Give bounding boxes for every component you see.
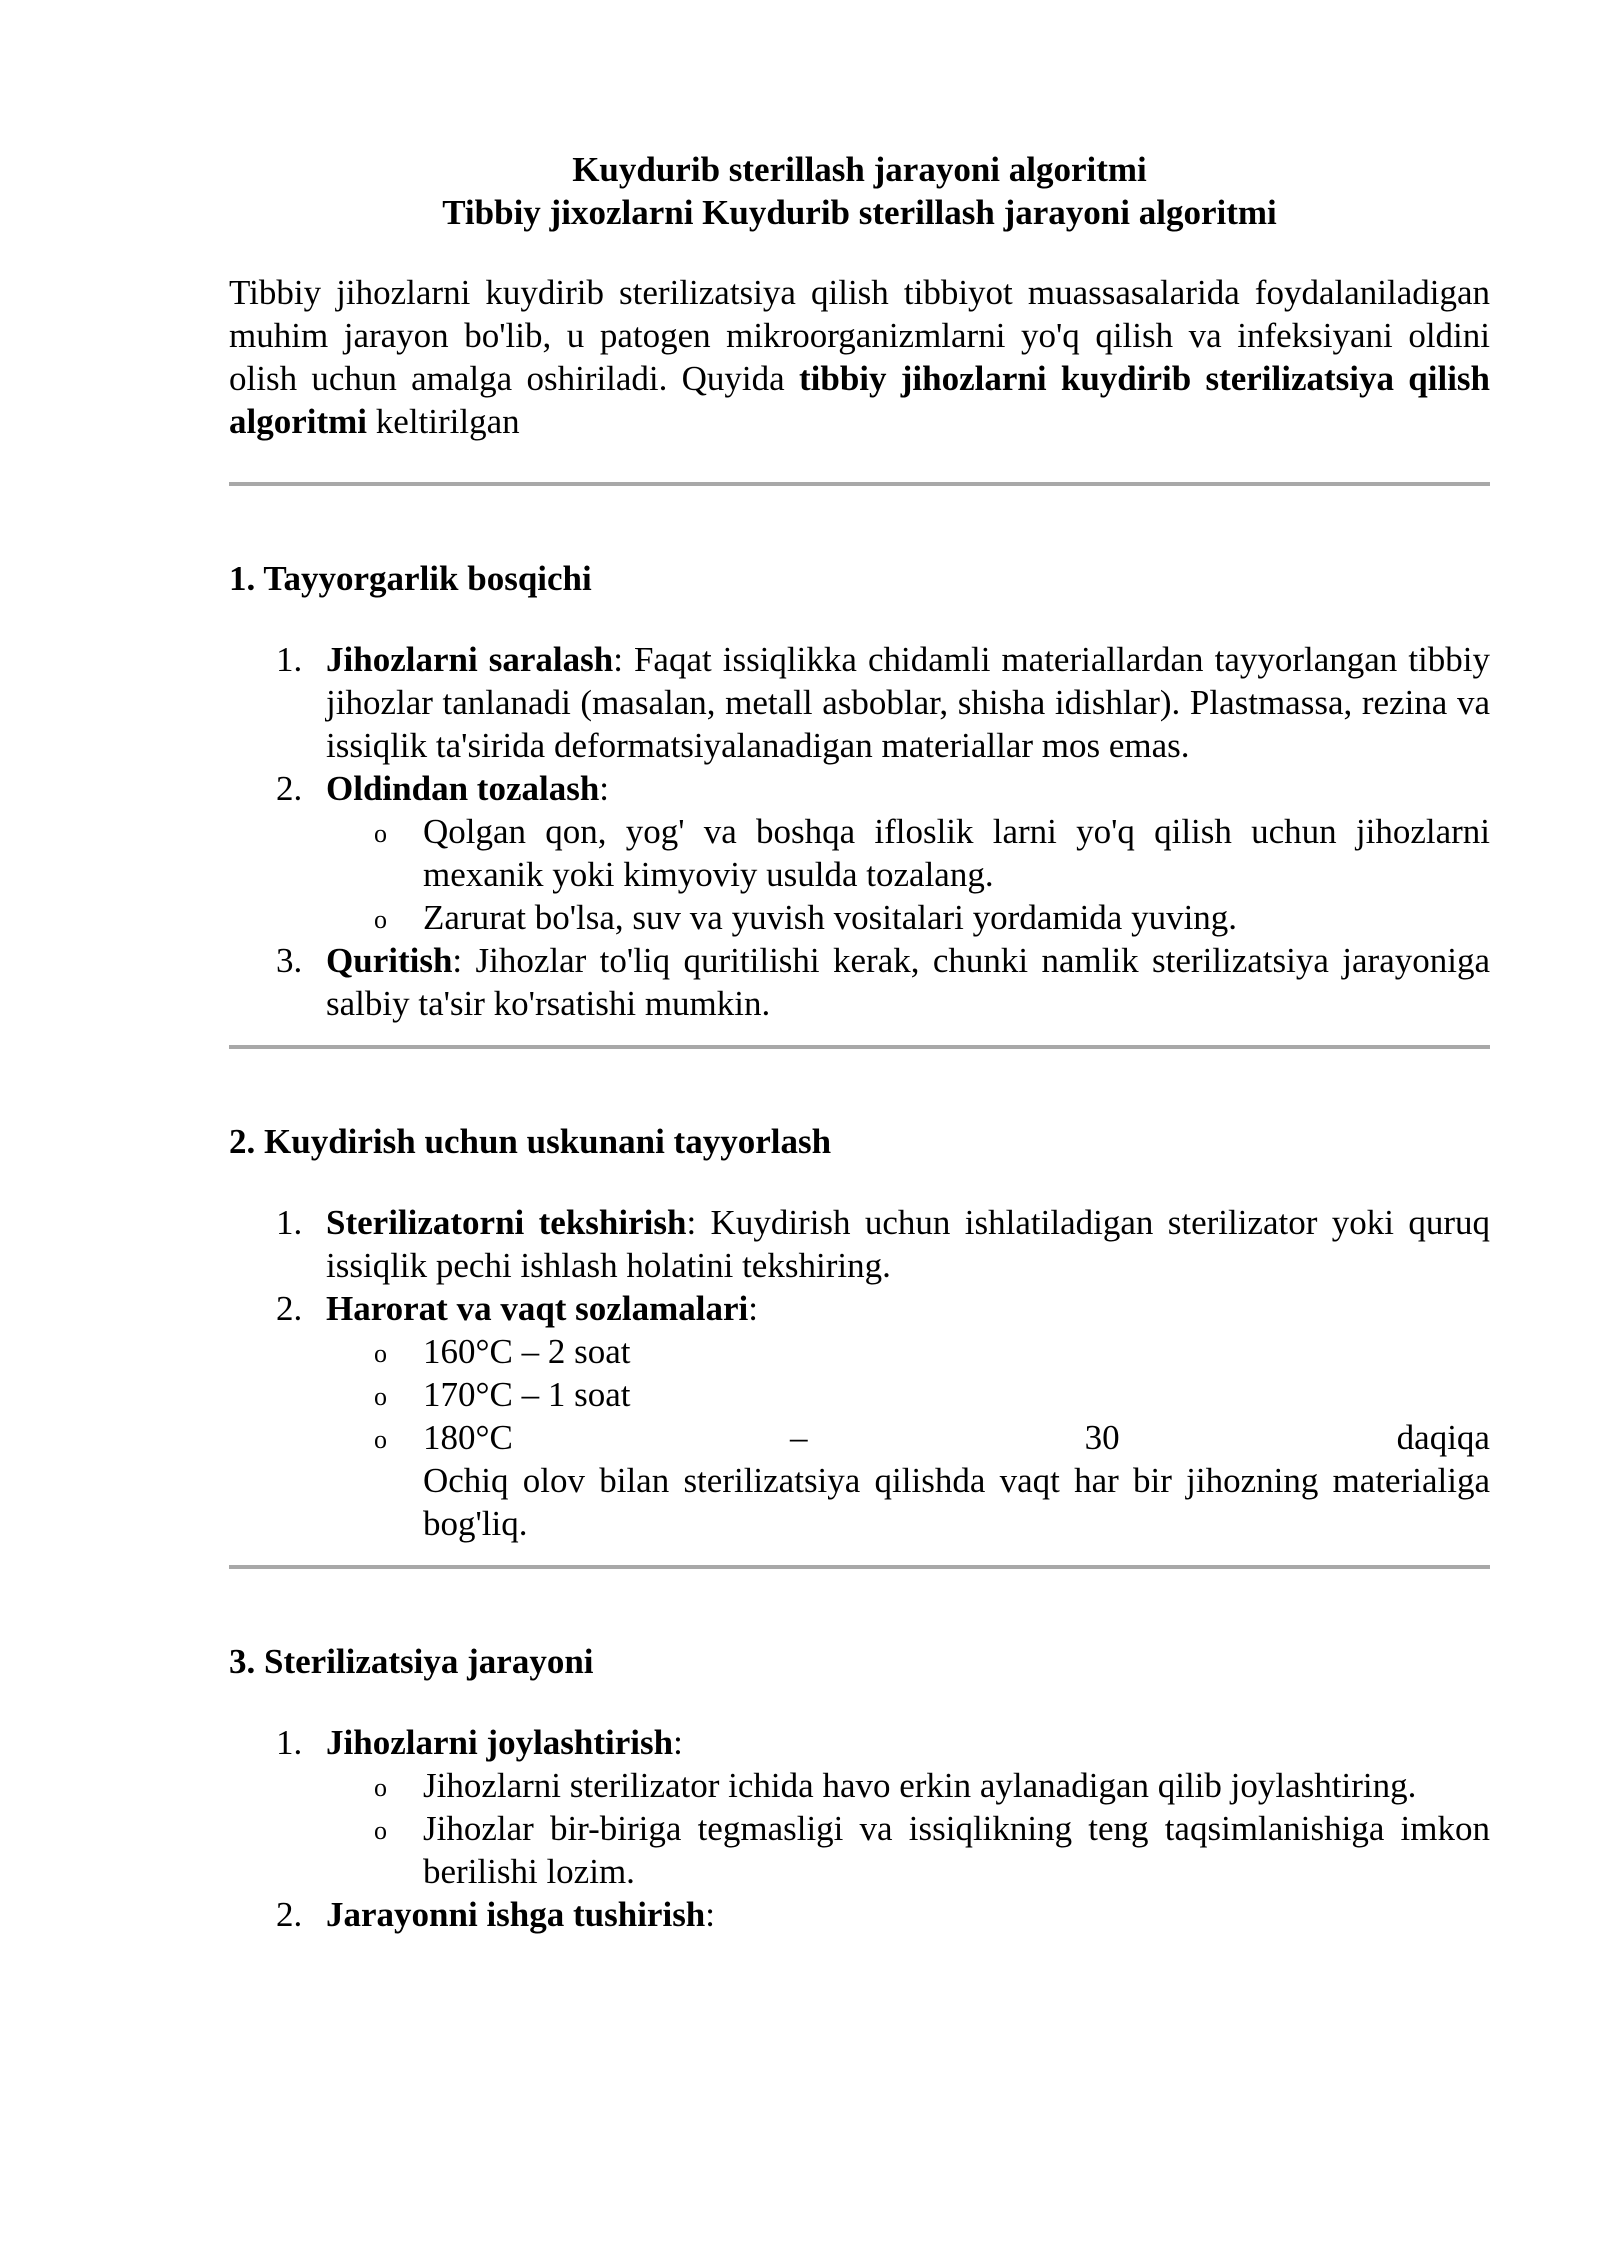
sub-item <box>326 1416 1490 1545</box>
item-text: : Kuydirish uchun ishlatiladigan sterilizator yoki quruq issiqlik pechi ishlash holatini tekshiring. <box>326 1203 1490 1285</box>
unit: daqiqa <box>1396 1418 1490 1457</box>
section-heading: 1. Tayyorgarlik bosqichi <box>229 559 592 598</box>
sub-list <box>326 1764 1490 1893</box>
dash: – <box>789 1418 808 1457</box>
section-heading: 3. Sterilizatsiya jarayoni <box>229 1642 594 1681</box>
temperature: 180°C <box>423 1418 513 1457</box>
bullet-icon: o <box>374 1425 387 1454</box>
item-label: Jarayonni ishga tushirish <box>326 1895 706 1934</box>
sub-item-text: Qolgan qon, yog' va boshqa ifloslik larni yo'q qilish uchun jihozlarni mexanik yoki kimyoviy usulda tozalang. <box>423 812 1490 894</box>
document-content <box>229 148 1490 1936</box>
item-number: 1. <box>276 640 303 679</box>
sub-item <box>326 1764 1490 1807</box>
bullet-icon: o <box>374 905 387 934</box>
list-item <box>229 1287 1490 1545</box>
divider <box>229 482 1490 486</box>
divider <box>229 1045 1490 1049</box>
bullet-icon: o <box>374 1382 387 1411</box>
intro-paragraph <box>229 271 1490 443</box>
bullet-icon: o <box>374 1339 387 1368</box>
sub-item <box>326 810 1490 896</box>
list-item <box>229 1893 1490 1936</box>
item-text: : <box>673 1723 683 1762</box>
section3-list <box>229 1721 1490 1936</box>
list-item <box>229 767 1490 939</box>
sub-list <box>326 1330 1490 1545</box>
justified-line <box>423 1416 1490 1459</box>
item-number: 2. <box>276 1895 303 1934</box>
bullet-icon: o <box>374 1816 387 1845</box>
item-number: 2. <box>276 1289 303 1328</box>
intro-text-end: keltirilgan <box>367 402 520 441</box>
sub-item-text: Ochiq olov bilan sterilizatsiya qilishda vaqt har bir jihozning materialiga bog'liq. <box>423 1461 1490 1543</box>
sub-item-text: Jihozlarni sterilizator ichida havo erkin aylanadigan qilib joylashtiring. <box>423 1766 1417 1805</box>
sub-item-text: Zarurat bo'lsa, suv va yuvish vositalari yordamida yuving. <box>423 898 1238 937</box>
item-label: Harorat va vaqt sozlamalari <box>326 1289 749 1328</box>
list-item <box>229 638 1490 767</box>
sub-item <box>326 896 1490 939</box>
item-label: Sterilizatorni tekshirish <box>326 1203 687 1242</box>
sub-item <box>326 1373 1490 1416</box>
item-text: : Faqat issiqlikka chidamli materiallardan tayyorlangan tibbiy jihozlar tanlanadi (masalan, metall asboblar, shisha idishlar). Plastmassa, rezina va issiqlik ta'sirida deformatsiyalanadigan materiallar mos emas. <box>326 640 1491 765</box>
item-number: 1. <box>276 1203 303 1242</box>
item-text: : <box>599 769 610 808</box>
list-item <box>229 1721 1490 1893</box>
item-label: Jihozlarni joylashtirish <box>326 1723 674 1762</box>
document-title: Kuydurib sterillash jarayoni algoritmi <box>572 150 1147 189</box>
sub-list <box>326 810 1490 939</box>
sub-item <box>326 1807 1490 1893</box>
bullet-icon: o <box>374 819 387 848</box>
section1-list <box>229 638 1490 1025</box>
duration: 30 <box>1084 1418 1120 1457</box>
item-text: : <box>748 1289 758 1328</box>
item-text: : Jihozlar to'liq quritilishi kerak, chunki namlik sterilizatsiya jarayoniga salbiy ta'sir ko'rsatishi mumkin. <box>326 941 1490 1023</box>
list-item <box>229 939 1490 1025</box>
intro-bold: tibbiy jihozlarni kuydirib sterilizatsiya qilish algoritmi <box>229 359 1490 441</box>
sub-item-text: Jihozlar bir-biriga tegmasligi va issiqlikning teng taqsimlanishiga imkon berilishi lozim. <box>423 1809 1490 1891</box>
divider <box>229 1565 1490 1569</box>
item-text: : <box>705 1895 716 1934</box>
document-subtitle: Tibbiy jixozlarni Kuydurib sterillash jarayoni algoritmi <box>442 193 1277 232</box>
intro-text: Tibbiy jihozlarni kuydirib sterilizatsiya qilish tibbiyot muassasalarida foydalaniladigan muhim jarayon bo'lib, u patogen mikroorganizmlarni yo'q qilish va infeksiyani oldini olish uchun amalga oshiriladi. Quyida <box>229 273 1490 398</box>
list-item <box>229 1201 1490 1287</box>
item-label: Quritish <box>326 941 453 980</box>
sub-item-text: 160°C – 2 soat <box>423 1332 631 1371</box>
bullet-icon: o <box>374 1773 387 1802</box>
sub-item <box>326 1330 1490 1373</box>
sub-item-text: 170°C – 1 soat <box>423 1375 631 1414</box>
item-number: 1. <box>276 1723 303 1762</box>
section-heading: 2. Kuydirish uchun uskunani tayyorlash <box>229 1122 832 1161</box>
item-label: Jihozlarni saralash <box>326 640 614 679</box>
section2-list <box>229 1201 1490 1545</box>
item-label: Oldindan tozalash <box>326 769 600 808</box>
item-number: 3. <box>276 941 303 980</box>
item-number: 2. <box>276 769 303 808</box>
